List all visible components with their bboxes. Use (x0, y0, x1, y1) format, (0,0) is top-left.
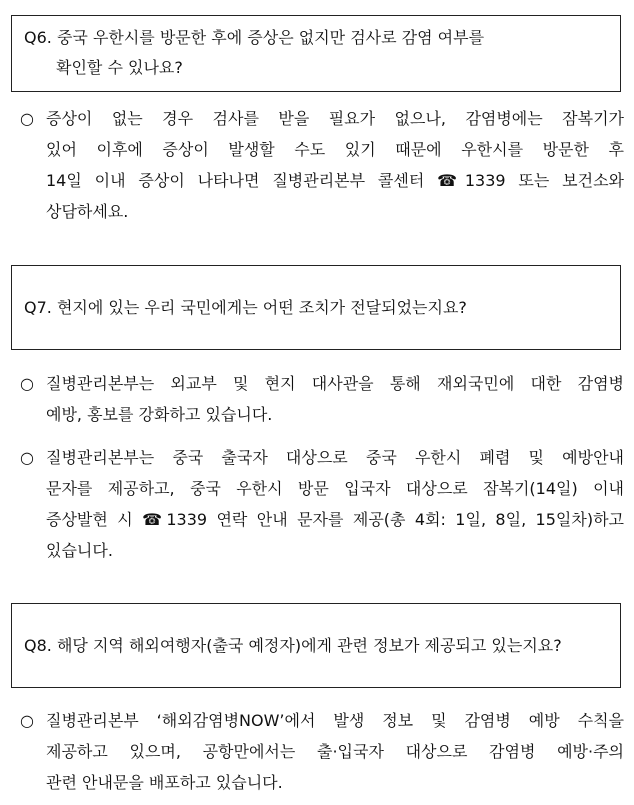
q8-question-line1: Q8. 해당 지역 해외여행자(출국 예정자)에게 관련 정보가 제공되고 있는지요? (24, 635, 562, 655)
answer-item (20, 705, 624, 798)
answer-line: 질병관리본부는 중국 출국자 대상으로 중국 우한시 폐렴 및 예방안내 (46, 448, 624, 467)
answer-line: 증상이 없는 경우 검사를 받을 필요가 없으나, 감염병에는 잠복기가 (46, 109, 624, 128)
bullet-circle: ○ (20, 711, 34, 730)
answer-line: 있습니다. (46, 541, 113, 560)
answer-line: 14일 이내 증상이 나타나면 질병관리본부 콜센터 ☎1339 또는 보건소와 (46, 171, 624, 190)
answer-line: 질병관리본부는 외교부 및 현지 대사관을 통해 재외국민에 대한 감염병 (46, 374, 624, 393)
q7-answer-block (20, 368, 624, 566)
answer-item (20, 368, 624, 430)
q8-answer-block (20, 705, 624, 798)
bullet-circle: ○ (20, 374, 34, 393)
answer-line: 있어 이후에 증상이 발생할 수도 있기 때문에 우한시를 방문한 후 (46, 140, 624, 159)
q6-question-box (11, 15, 621, 92)
q6-question-line1: Q6. 중국 우한시를 방문한 후에 증상은 없지만 검사로 감염 여부를 (24, 28, 485, 47)
q6-question-line2: 확인할 수 있나요? (56, 58, 183, 77)
answer-line: 상담하세요. (46, 202, 129, 221)
answer-line: 증상발현 시 ☎1339 연락 안내 문자를 제공(총 4회: 1일, 8일, 15일차)하고 (46, 510, 624, 529)
answer-line: 제공하고 있으며, 공항만에서는 출·입국자 대상으로 감염병 예방·주의 (46, 742, 624, 761)
answer-line: 관련 안내문을 배포하고 있습니다. (46, 773, 283, 792)
q8-question-box (11, 603, 621, 688)
q7-question-line1: Q7. 현지에 있는 우리 국민에게는 어떤 조치가 전달되었는지요? (24, 297, 467, 317)
q6-answer-block (20, 103, 624, 227)
bullet-circle: ○ (20, 109, 34, 128)
answer-line: 질병관리본부 ‘해외감염병NOW’에서 발생 정보 및 감염병 예방 수칙을 (46, 711, 624, 730)
answer-item (20, 103, 624, 227)
q7-question-box (11, 265, 621, 350)
answer-line: 예방, 홍보를 강화하고 있습니다. (46, 405, 273, 424)
answer-item (20, 442, 624, 566)
answer-line: 문자를 제공하고, 중국 우한시 방문 입국자 대상으로 잠복기(14일) 이내 (46, 479, 624, 498)
bullet-circle: ○ (20, 448, 34, 467)
